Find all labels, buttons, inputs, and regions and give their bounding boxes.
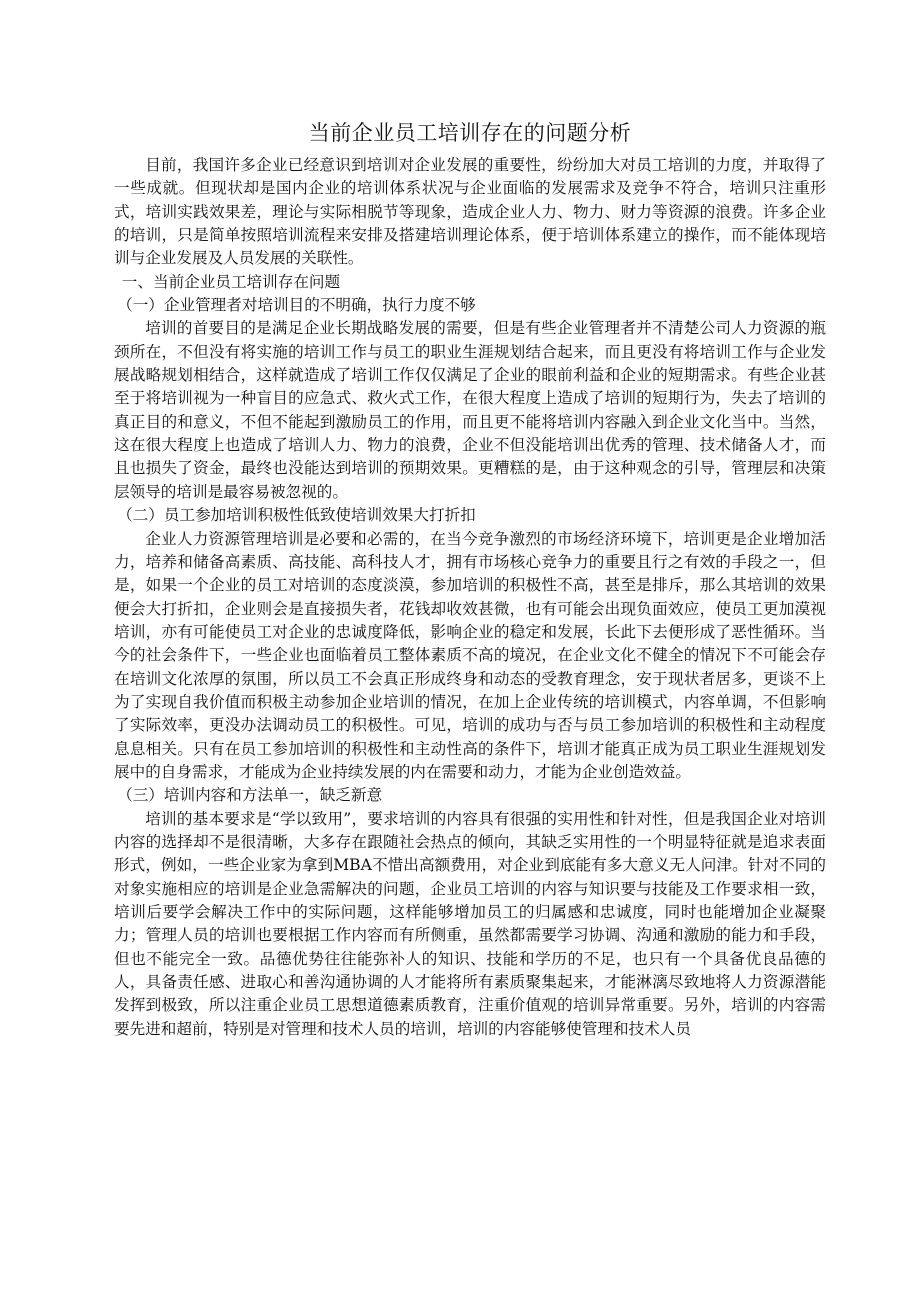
- document-body: [114, 118, 826, 1041]
- document-title: 当前企业员工培训存在的问题分析: [308, 121, 632, 145]
- subsection-1-heading: （一）企业管理者对培训目的不明确，执行力度不够: [117, 296, 476, 315]
- subsection-3-heading: （三）培训内容和方法单一，缺乏新意: [117, 786, 383, 805]
- subsection-2-heading: （二）员工参加培训积极性低致使培训效果大打折扣: [117, 506, 476, 525]
- section-1-heading: 一、当前企业员工培训存在问题: [121, 272, 341, 291]
- subsection-3-paragraph: 培训的基本要求是“学以致用”，要求培训的内容具有很强的实用性和针对性，但是我国企业对培训内容的选择却不是很清晰，大多存在跟随社会热点的倾向，其缺乏实用性的一个明显特征就是追求表面形式，例如，一些企业家为拿到MBA不惜出高额费用，对企业到底能有多大意义无人问津。针对不同的对象实施相应的培训是企业急需解决的问题，企业员工培训的内容与知识要与技能及工作要求相一致，培训后要学会解决工作中的实际问题，这样能够增加员工的归属感和忠诚度，同时也能增加企业凝聚力；管理人员的培训也要根据工作内容而有所侧重，虽然都需要学习协调、沟通和激励的能力和手段，但也不能完全一致。品德优势往往能弥补人的知识、技能和学历的不足，也只有一个具备优良品德的人，具备责任感、进取心和善沟通协调的人才能将所有素质聚集起来，才能淋漓尽致地将人力资源潜能发挥到极致，所以注重企业员工思想道德素质教育，注重价值观的培训异常重要。另外，培训的内容需要先进和超前，特别是对管理和技术人员的培训，培训的内容能够使管理和技术人员: [114, 809, 826, 1038]
- subsection-1-paragraph: 培训的首要目的是满足企业长期战略发展的需要，但是有些企业管理者并不清楚公司人力资源的瓶颈所在，不但没有将实施的培训工作与员工的职业生涯规划结合起来，而且更没有将培训工作与企业发展战略规划相结合，这样就造成了培训工作仅仅满足了企业的眼前利益和企业的短期需求。有些企业甚至于将培训视为一种盲目的应急式、救火式工作，在很大程度上造成了培训的短期行为，失去了培训的真正目的和意义，不但不能起到激励员工的作用，而且更不能将培训内容融入到企业文化当中。当然，这在很大程度上也造成了培训人力、物力的浪费，企业不但没能培训出优秀的管理、技术储备人才，而且也损失了资金，最终也没能达到培训的预期效果。更糟糕的是，由于这种观念的引导，管理层和决策层领导的培训是最容易被忽视的。: [114, 319, 826, 501]
- intro-paragraph: 目前，我国许多企业已经意识到培训对企业发展的重要性，纷纷加大对员工培训的力度，并取得了一些成就。但现状却是国内企业的培训体系状况与企业面临的发展需求及竞争不符合，培训只注重形式，培训实践效果差，理论与实际相脱节等现象，造成企业人力、物力、财力等资源的浪费。许多企业的培训，只是简单按照培训流程来安排及搭建培训理论体系，便于培训体系建立的操作，而不能体现培训与企业发展及人员发展的关联性。: [114, 156, 826, 268]
- subsection-2-paragraph: 企业人力资源管理培训是必要和必需的，在当今竞争激烈的市场经济环境下，培训更是企业增加活力，培养和储备高素质、高技能、高科技人才，拥有市场核心竞争力的重要且行之有效的手段之一，但是，如果一个企业的员工对培训的态度淡漠，参加培训的积极性不高，甚至是排斥，那么其培训的效果便会大打折扣，企业则会是直接损失者，花钱却收效甚微，也有可能会出现负面效应，使员工更加漠视培训，亦有可能使员工对企业的忠诚度降低，影响企业的稳定和发展，长此下去便形成了恶性循环。当今的社会条件下，一些企业也面临着员工整体素质不高的境况，在企业文化不健全的情况下不可能会存在培训文化浓厚的氛围，所以员工不会真正形成终身和动态的受教育理念，安于现状者居多，更谈不上为了实现自我价值而积极主动参加企业培训的情况，在加上企业传统的培训模式，内容单调，不但影响了实际效率，更没办法调动员工的积极性。可见，培训的成功与否与员工参加培训的积极性和主动程度息息相关。只有在员工参加培训的积极性和主动性高的条件下，培训才能真正成为员工职业生涯规划发展中的自身需求，才能成为企业持续发展的内在需要和动力，才能为企业创造效益。: [114, 529, 826, 781]
